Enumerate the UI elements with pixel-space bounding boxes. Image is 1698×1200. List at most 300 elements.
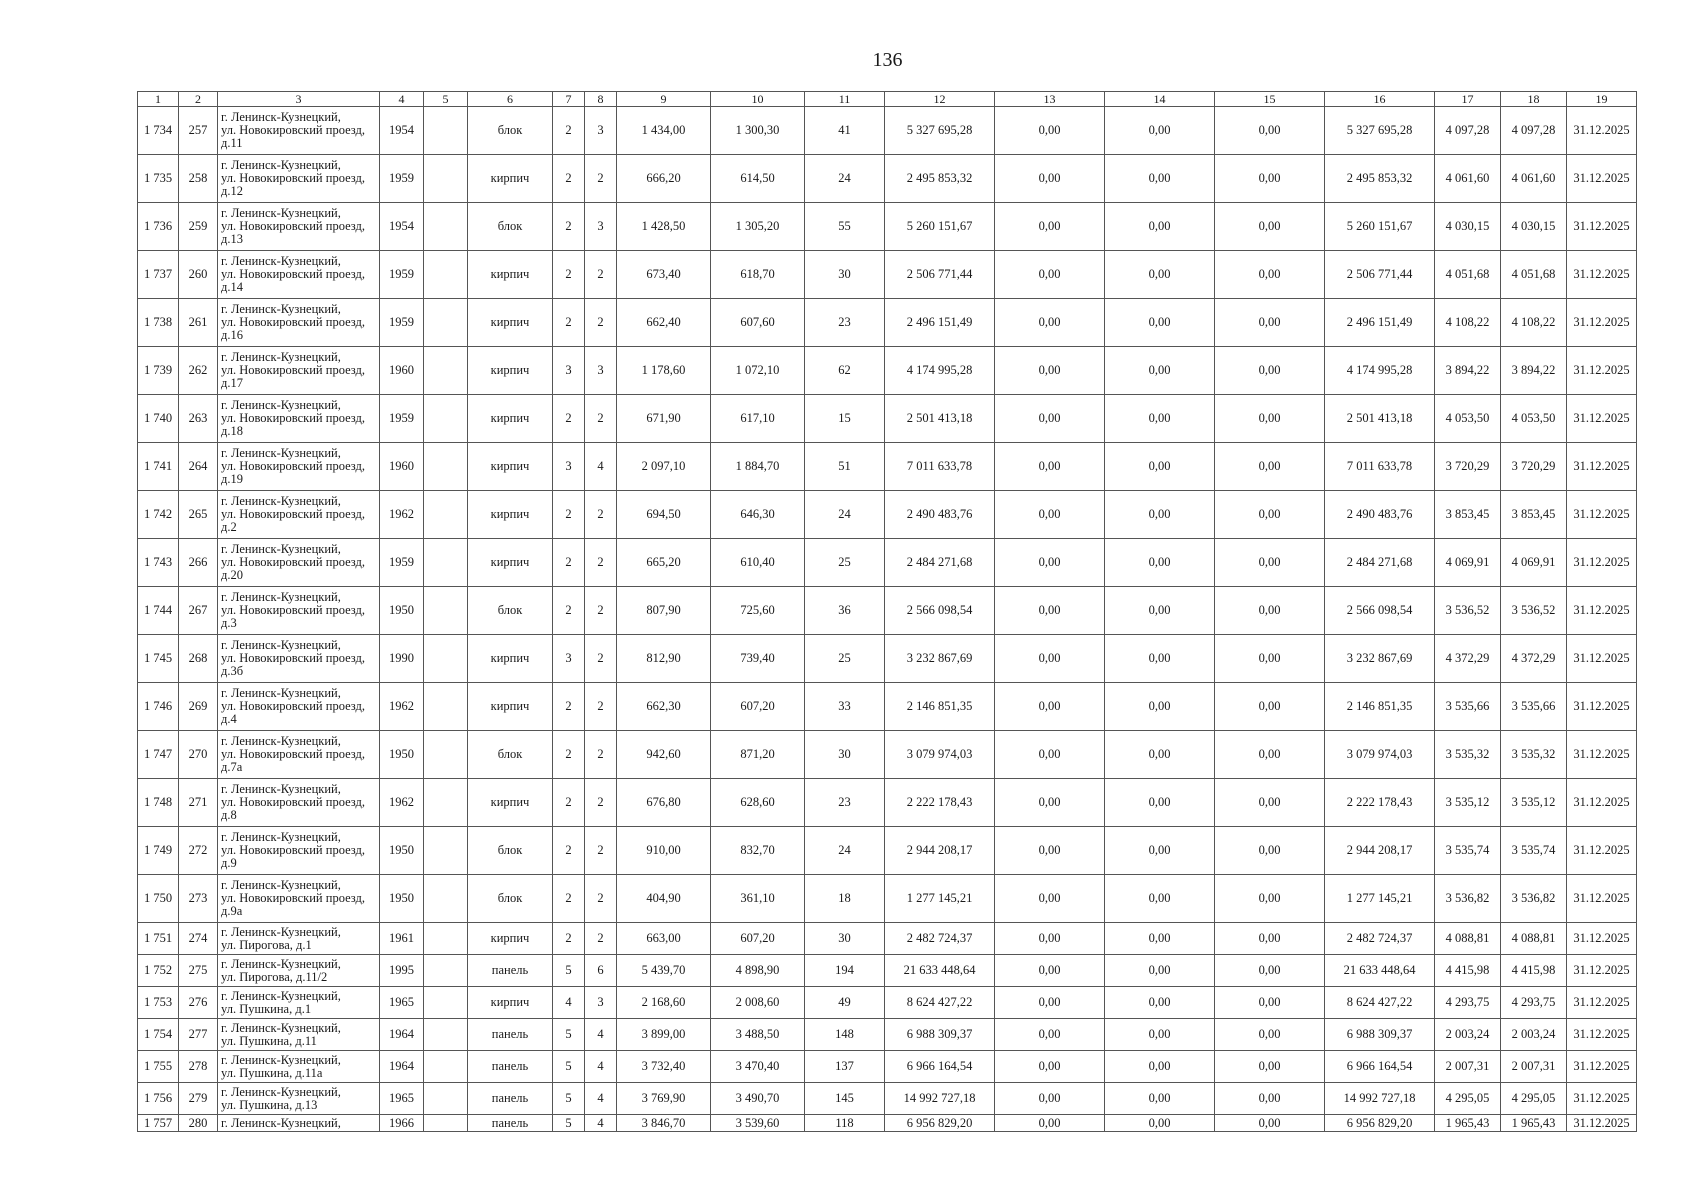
cell-col-8: 2: [585, 779, 617, 827]
cell-col-17: 3 536,52: [1435, 587, 1501, 635]
cell-col-14: 0,00: [1105, 203, 1215, 251]
cell-col-4: 1954: [380, 203, 424, 251]
column-header: 9: [617, 92, 711, 107]
cell-col-15: 0,00: [1215, 107, 1325, 155]
cell-col-6: кирпич: [468, 987, 553, 1019]
cell-col-15: 0,00: [1215, 987, 1325, 1019]
cell-col-13: 0,00: [995, 203, 1105, 251]
cell-col-12: 2 566 098,54: [885, 587, 995, 635]
address-line: ул. Новокировский проезд,: [221, 267, 365, 281]
cell-col-10: 607,20: [711, 923, 805, 955]
cell-col-16: 2 222 178,43: [1325, 779, 1435, 827]
cell-col-11: 15: [805, 395, 885, 443]
cell-col-7: 5: [553, 955, 585, 987]
cell-col-13: 0,00: [995, 987, 1105, 1019]
table-row: [138, 1019, 1637, 1051]
cell-col-17: 4 293,75: [1435, 987, 1501, 1019]
cell-col-12: 2 495 853,32: [885, 155, 995, 203]
cell-col-11: 33: [805, 683, 885, 731]
cell-col-6: панель: [468, 1115, 553, 1132]
cell-col-14: 0,00: [1105, 587, 1215, 635]
cell-col-4: 1965: [380, 987, 424, 1019]
cell-col-15: 0,00: [1215, 635, 1325, 683]
cell-col-18: 3 894,22: [1501, 347, 1567, 395]
address-line: ул. Новокировский проезд,: [221, 603, 365, 617]
address-cell: [218, 491, 380, 539]
cell-col-5: [424, 875, 468, 923]
cell-col-9: 3 732,40: [617, 1051, 711, 1083]
cell-col-13: 0,00: [995, 539, 1105, 587]
table-row: [138, 955, 1637, 987]
cell-col-4: 1961: [380, 923, 424, 955]
address-line: д.20: [221, 568, 243, 582]
cell-col-2: 258: [179, 155, 218, 203]
cell-col-7: 2: [553, 539, 585, 587]
cell-col-4: 1960: [380, 347, 424, 395]
cell-col-1: 1 752: [138, 955, 179, 987]
cell-col-18: 4 051,68: [1501, 251, 1567, 299]
address-cell: [218, 827, 380, 875]
cell-col-14: 0,00: [1105, 875, 1215, 923]
cell-col-11: 24: [805, 491, 885, 539]
cell-col-9: 3 899,00: [617, 1019, 711, 1051]
cell-col-15: 0,00: [1215, 1083, 1325, 1115]
cell-col-13: 0,00: [995, 443, 1105, 491]
cell-col-7: 2: [553, 155, 585, 203]
column-header: 6: [468, 92, 553, 107]
cell-col-16: 2 944 208,17: [1325, 827, 1435, 875]
cell-col-10: 361,10: [711, 875, 805, 923]
address-cell: [218, 683, 380, 731]
cell-col-15: 0,00: [1215, 731, 1325, 779]
cell-col-14: 0,00: [1105, 683, 1215, 731]
address-line: ул. Новокировский проезд,: [221, 219, 365, 233]
cell-col-7: 5: [553, 1019, 585, 1051]
address-line: г. Ленинск-Кузнецкий,: [221, 782, 341, 796]
cell-col-1: 1 746: [138, 683, 179, 731]
cell-col-18: 3 535,66: [1501, 683, 1567, 731]
cell-col-14: 0,00: [1105, 107, 1215, 155]
cell-col-9: 942,60: [617, 731, 711, 779]
cell-col-11: 30: [805, 251, 885, 299]
cell-col-1: 1 742: [138, 491, 179, 539]
address-cell: [218, 955, 380, 987]
cell-col-18: 4 295,05: [1501, 1083, 1567, 1115]
cell-col-15: 0,00: [1215, 539, 1325, 587]
cell-col-16: 21 633 448,64: [1325, 955, 1435, 987]
cell-col-1: 1 747: [138, 731, 179, 779]
cell-col-8: 2: [585, 827, 617, 875]
cell-col-8: 2: [585, 875, 617, 923]
address-line: г. Ленинск-Кузнецкий,: [221, 988, 341, 1003]
cell-col-12: 6 988 309,37: [885, 1019, 995, 1051]
address-line: ул. Новокировский проезд,: [221, 699, 365, 713]
address-line: г. Ленинск-Кузнецкий,: [221, 254, 341, 268]
address-line: ул. Новокировский проезд,: [221, 459, 365, 473]
address-line: г. Ленинск-Кузнецкий,: [221, 1020, 341, 1035]
address-line: д.16: [221, 328, 243, 342]
cell-col-19: 31.12.2025: [1567, 635, 1637, 683]
cell-col-18: 4 415,98: [1501, 955, 1567, 987]
address-cell: [218, 539, 380, 587]
cell-col-7: 2: [553, 731, 585, 779]
cell-col-11: 145: [805, 1083, 885, 1115]
cell-col-9: 694,50: [617, 491, 711, 539]
cell-col-11: 118: [805, 1115, 885, 1132]
cell-col-12: 2 944 208,17: [885, 827, 995, 875]
cell-col-13: 0,00: [995, 395, 1105, 443]
cell-col-12: 5 260 151,67: [885, 203, 995, 251]
column-header: 10: [711, 92, 805, 107]
cell-col-9: 676,80: [617, 779, 711, 827]
cell-col-7: 2: [553, 395, 585, 443]
cell-col-17: 4 088,81: [1435, 923, 1501, 955]
address-line: д.9: [221, 856, 237, 870]
table-row: [138, 923, 1637, 955]
table-row: [138, 779, 1637, 827]
cell-col-7: 2: [553, 779, 585, 827]
cell-col-11: 23: [805, 299, 885, 347]
column-header: 4: [380, 92, 424, 107]
cell-col-13: 0,00: [995, 1083, 1105, 1115]
cell-col-7: 2: [553, 683, 585, 731]
cell-col-16: 2 506 771,44: [1325, 251, 1435, 299]
cell-col-12: 5 327 695,28: [885, 107, 995, 155]
cell-col-10: 871,20: [711, 731, 805, 779]
cell-col-2: 279: [179, 1083, 218, 1115]
cell-col-8: 2: [585, 251, 617, 299]
cell-col-9: 1 428,50: [617, 203, 711, 251]
cell-col-8: 4: [585, 1051, 617, 1083]
cell-col-18: 3 536,82: [1501, 875, 1567, 923]
cell-col-5: [424, 635, 468, 683]
cell-col-15: 0,00: [1215, 587, 1325, 635]
cell-col-1: 1 737: [138, 251, 179, 299]
cell-col-17: 3 536,82: [1435, 875, 1501, 923]
cell-col-19: 31.12.2025: [1567, 443, 1637, 491]
address-line: д.9а: [221, 904, 243, 918]
cell-col-10: 646,30: [711, 491, 805, 539]
cell-col-1: 1 738: [138, 299, 179, 347]
cell-col-8: 4: [585, 443, 617, 491]
address-line: ул. Новокировский проезд,: [221, 747, 365, 761]
address-line: г. Ленинск-Кузнецкий,: [221, 734, 341, 748]
cell-col-17: 4 415,98: [1435, 955, 1501, 987]
cell-col-2: 276: [179, 987, 218, 1019]
cell-col-17: 4 030,15: [1435, 203, 1501, 251]
address-line: ул. Новокировский проезд,: [221, 315, 365, 329]
cell-col-2: 270: [179, 731, 218, 779]
cell-col-19: 31.12.2025: [1567, 155, 1637, 203]
cell-col-8: 2: [585, 491, 617, 539]
cell-col-14: 0,00: [1105, 955, 1215, 987]
cell-col-17: 3 720,29: [1435, 443, 1501, 491]
cell-col-9: 665,20: [617, 539, 711, 587]
cell-col-8: 2: [585, 155, 617, 203]
address-cell: [218, 443, 380, 491]
cell-col-18: 4 097,28: [1501, 107, 1567, 155]
cell-col-16: 2 482 724,37: [1325, 923, 1435, 955]
cell-col-15: 0,00: [1215, 299, 1325, 347]
cell-col-19: 31.12.2025: [1567, 779, 1637, 827]
table-row: [138, 395, 1637, 443]
address-line: г. Ленинск-Кузнецкий,: [221, 1052, 341, 1067]
cell-col-2: 269: [179, 683, 218, 731]
cell-col-11: 41: [805, 107, 885, 155]
address-cell: [218, 779, 380, 827]
cell-col-6: кирпич: [468, 635, 553, 683]
cell-col-9: 662,40: [617, 299, 711, 347]
cell-col-9: 5 439,70: [617, 955, 711, 987]
cell-col-6: блок: [468, 731, 553, 779]
cell-col-1: 1 743: [138, 539, 179, 587]
cell-col-10: 725,60: [711, 587, 805, 635]
cell-col-17: 3 535,12: [1435, 779, 1501, 827]
cell-col-12: 2 506 771,44: [885, 251, 995, 299]
cell-col-9: 2 097,10: [617, 443, 711, 491]
address-line: ул. Новокировский проезд,: [221, 651, 365, 665]
table-row: [138, 107, 1637, 155]
table-row: [138, 587, 1637, 635]
cell-col-10: 618,70: [711, 251, 805, 299]
cell-col-1: 1 741: [138, 443, 179, 491]
cell-col-2: 277: [179, 1019, 218, 1051]
cell-col-8: 2: [585, 299, 617, 347]
cell-col-11: 25: [805, 635, 885, 683]
cell-col-14: 0,00: [1105, 987, 1215, 1019]
cell-col-8: 2: [585, 923, 617, 955]
cell-col-19: 31.12.2025: [1567, 539, 1637, 587]
cell-col-16: 2 501 413,18: [1325, 395, 1435, 443]
cell-col-16: 14 992 727,18: [1325, 1083, 1435, 1115]
cell-col-16: 2 495 853,32: [1325, 155, 1435, 203]
cell-col-7: 2: [553, 491, 585, 539]
cell-col-9: 910,00: [617, 827, 711, 875]
cell-col-15: 0,00: [1215, 491, 1325, 539]
cell-col-5: [424, 923, 468, 955]
address-line: д.2: [221, 520, 237, 534]
cell-col-10: 614,50: [711, 155, 805, 203]
cell-col-7: 2: [553, 923, 585, 955]
address-line: д.4: [221, 712, 237, 726]
cell-col-19: 31.12.2025: [1567, 299, 1637, 347]
cell-col-10: 3 539,60: [711, 1115, 805, 1132]
cell-col-8: 3: [585, 107, 617, 155]
cell-col-4: 1966: [380, 1115, 424, 1132]
cell-col-10: 832,70: [711, 827, 805, 875]
cell-col-7: 5: [553, 1115, 585, 1132]
cell-col-7: 5: [553, 1083, 585, 1115]
cell-col-14: 0,00: [1105, 1115, 1215, 1132]
cell-col-17: 2 003,24: [1435, 1019, 1501, 1051]
cell-col-19: 31.12.2025: [1567, 1019, 1637, 1051]
cell-col-13: 0,00: [995, 635, 1105, 683]
table-row: [138, 683, 1637, 731]
address-line: г. Ленинск-Кузнецкий,: [221, 110, 341, 124]
cell-col-13: 0,00: [995, 923, 1105, 955]
address-line: ул. Новокировский проезд,: [221, 795, 365, 809]
cell-col-13: 0,00: [995, 587, 1105, 635]
cell-col-10: 610,40: [711, 539, 805, 587]
cell-col-9: 1 178,60: [617, 347, 711, 395]
cell-col-6: блок: [468, 587, 553, 635]
cell-col-9: 1 434,00: [617, 107, 711, 155]
cell-col-19: 31.12.2025: [1567, 1115, 1637, 1132]
page-number: 136: [872, 49, 903, 71]
cell-col-11: 24: [805, 155, 885, 203]
address-line: д.14: [221, 280, 243, 294]
column-header: 17: [1435, 92, 1501, 107]
cell-col-16: 8 624 427,22: [1325, 987, 1435, 1019]
cell-col-17: 3 853,45: [1435, 491, 1501, 539]
cell-col-18: 4 061,60: [1501, 155, 1567, 203]
cell-col-13: 0,00: [995, 683, 1105, 731]
column-header: 7: [553, 92, 585, 107]
address-cell: [218, 875, 380, 923]
address-line: д.7а: [221, 760, 243, 774]
cell-col-12: 7 011 633,78: [885, 443, 995, 491]
address-cell: [218, 1115, 380, 1132]
cell-col-6: кирпич: [468, 347, 553, 395]
cell-col-11: 194: [805, 955, 885, 987]
cell-col-2: 268: [179, 635, 218, 683]
cell-col-19: 31.12.2025: [1567, 1083, 1637, 1115]
cell-col-8: 2: [585, 635, 617, 683]
cell-col-4: 1995: [380, 955, 424, 987]
cell-col-18: 4 372,29: [1501, 635, 1567, 683]
cell-col-8: 4: [585, 1019, 617, 1051]
cell-col-16: 2 566 098,54: [1325, 587, 1435, 635]
address-line: г. Ленинск-Кузнецкий,: [221, 542, 341, 556]
address-cell: [218, 1083, 380, 1115]
cell-col-1: 1 745: [138, 635, 179, 683]
address-line: ул. Пирогова, д.11/2: [221, 969, 328, 984]
cell-col-5: [424, 155, 468, 203]
address-cell: [218, 251, 380, 299]
table-row: [138, 155, 1637, 203]
cell-col-5: [424, 1083, 468, 1115]
table-row: [138, 299, 1637, 347]
cell-col-9: 663,00: [617, 923, 711, 955]
address-line: д.12: [221, 184, 243, 198]
cell-col-17: 4 097,28: [1435, 107, 1501, 155]
cell-col-11: 51: [805, 443, 885, 491]
address-line: г. Ленинск-Кузнецкий,: [221, 638, 341, 652]
address-line: г. Ленинск-Кузнецкий,: [221, 302, 341, 316]
cell-col-12: 21 633 448,64: [885, 955, 995, 987]
cell-col-11: 30: [805, 923, 885, 955]
cell-col-2: 278: [179, 1051, 218, 1083]
cell-col-16: 2 146 851,35: [1325, 683, 1435, 731]
address-cell: [218, 1051, 380, 1083]
cell-col-19: 31.12.2025: [1567, 1051, 1637, 1083]
address-line: д.8: [221, 808, 237, 822]
cell-col-19: 31.12.2025: [1567, 955, 1637, 987]
cell-col-8: 2: [585, 731, 617, 779]
cell-col-17: 2 007,31: [1435, 1051, 1501, 1083]
cell-col-12: 3 232 867,69: [885, 635, 995, 683]
cell-col-7: 4: [553, 987, 585, 1019]
column-header: 5: [424, 92, 468, 107]
cell-col-16: 6 956 829,20: [1325, 1115, 1435, 1132]
table-row: [138, 635, 1637, 683]
cell-col-16: 3 232 867,69: [1325, 635, 1435, 683]
cell-col-11: 25: [805, 539, 885, 587]
cell-col-18: 4 053,50: [1501, 395, 1567, 443]
column-header: 8: [585, 92, 617, 107]
cell-col-1: 1 740: [138, 395, 179, 443]
address-line: г. Ленинск-Кузнецкий,: [221, 878, 341, 892]
cell-col-6: блок: [468, 203, 553, 251]
cell-col-11: 55: [805, 203, 885, 251]
column-header: 13: [995, 92, 1105, 107]
table-row: [138, 347, 1637, 395]
cell-col-15: 0,00: [1215, 923, 1325, 955]
cell-col-6: панель: [468, 955, 553, 987]
cell-col-1: 1 753: [138, 987, 179, 1019]
cell-col-2: 262: [179, 347, 218, 395]
cell-col-18: 4 069,91: [1501, 539, 1567, 587]
column-header: 12: [885, 92, 995, 107]
cell-col-13: 0,00: [995, 347, 1105, 395]
cell-col-12: 1 277 145,21: [885, 875, 995, 923]
cell-col-5: [424, 107, 468, 155]
cell-col-9: 671,90: [617, 395, 711, 443]
cell-col-19: 31.12.2025: [1567, 731, 1637, 779]
table-row: [138, 827, 1637, 875]
cell-col-9: 3 769,90: [617, 1083, 711, 1115]
address-cell: [218, 635, 380, 683]
header-row: [138, 92, 1637, 107]
cell-col-6: панель: [468, 1083, 553, 1115]
cell-col-19: 31.12.2025: [1567, 203, 1637, 251]
cell-col-16: 2 496 151,49: [1325, 299, 1435, 347]
table-row: [138, 1051, 1637, 1083]
cell-col-15: 0,00: [1215, 955, 1325, 987]
cell-col-18: 4 030,15: [1501, 203, 1567, 251]
cell-col-1: 1 756: [138, 1083, 179, 1115]
cell-col-7: 2: [553, 203, 585, 251]
cell-col-19: 31.12.2025: [1567, 251, 1637, 299]
cell-col-7: 2: [553, 107, 585, 155]
cell-col-10: 1 072,10: [711, 347, 805, 395]
housing-table: [137, 91, 1637, 1132]
cell-col-2: 261: [179, 299, 218, 347]
cell-col-7: 3: [553, 443, 585, 491]
cell-col-2: 274: [179, 923, 218, 955]
cell-col-6: кирпич: [468, 539, 553, 587]
cell-col-4: 1964: [380, 1051, 424, 1083]
cell-col-9: 666,20: [617, 155, 711, 203]
cell-col-7: 2: [553, 299, 585, 347]
cell-col-6: кирпич: [468, 155, 553, 203]
cell-col-19: 31.12.2025: [1567, 987, 1637, 1019]
cell-col-4: 1959: [380, 155, 424, 203]
cell-col-6: блок: [468, 827, 553, 875]
cell-col-15: 0,00: [1215, 443, 1325, 491]
cell-col-4: 1959: [380, 299, 424, 347]
cell-col-1: 1 749: [138, 827, 179, 875]
cell-col-14: 0,00: [1105, 635, 1215, 683]
cell-col-6: блок: [468, 875, 553, 923]
address-line: ул. Пирогова, д.1: [221, 937, 312, 952]
cell-col-16: 1 277 145,21: [1325, 875, 1435, 923]
address-line: ул. Новокировский проезд,: [221, 507, 365, 521]
cell-col-15: 0,00: [1215, 875, 1325, 923]
address-line: г. Ленинск-Кузнецкий,: [221, 590, 341, 604]
cell-col-14: 0,00: [1105, 491, 1215, 539]
cell-col-19: 31.12.2025: [1567, 107, 1637, 155]
